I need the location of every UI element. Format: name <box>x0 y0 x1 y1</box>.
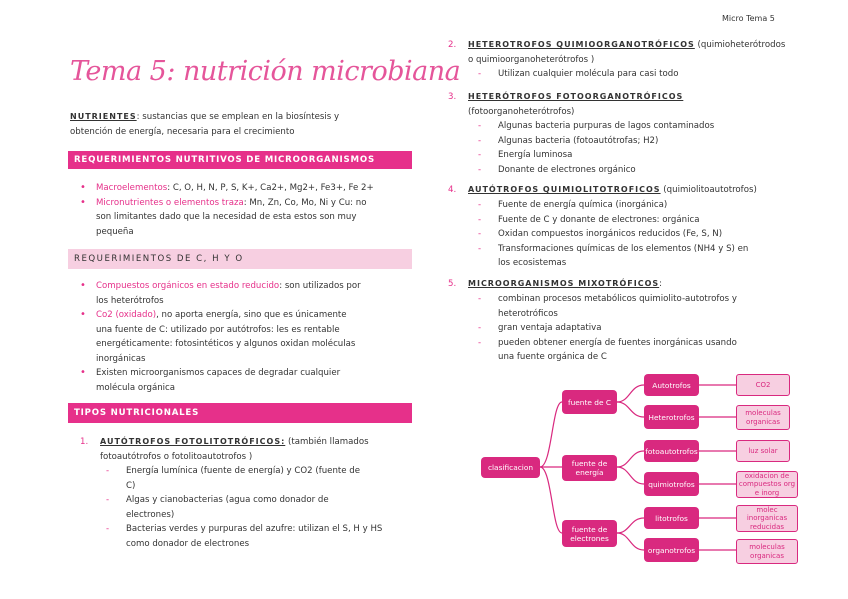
diagram-node-organotrofos: organotrofos <box>644 538 699 562</box>
diagram-leaf-oxidacion: oxidacion de compuestos org e inorg <box>736 471 798 498</box>
tipo-5-heading: 5. MICROORGANISMOS MIXOTRÓFICOS: <box>448 279 663 289</box>
list-item: - Transformaciones químicas de los elementos (NH4 y S) en los ecosistemas <box>466 242 786 271</box>
list-item: • Macroelementos: C, O, H, N, P, S, K+, Ca2+, Mg2+, Fe3+, Fe 2+ <box>70 181 415 196</box>
section-tipos-nutricionales: TIPOS NUTRICIONALES <box>68 403 412 423</box>
nutrientes-definition: NUTRIENTES: sustancias que se emplean en la biosíntesis y obtención de energía, necesaria para el crecimiento <box>70 112 340 137</box>
list-item: - Donante de electrones orgánico <box>466 163 786 178</box>
diagram-node-fuente-energia: fuente de energía <box>562 455 617 481</box>
diagram-leaf-co2: CO2 <box>736 374 790 396</box>
list-item: - gran ventaja adaptativa <box>466 321 786 336</box>
tipo-3-heading: 3. HETERÓTROFOS FOTOORGANOTRÓFICOS (fotoorganoheterótrofos) <box>448 92 684 117</box>
diagram-node-litotrofos: litotrofos <box>644 507 699 529</box>
section-requerimientos-nutritivos: REQUERIMIENTOS NUTRITIVOS DE MICROORGANISMOS <box>68 151 412 169</box>
diagram-node-autotrofos: Autotrofos <box>644 374 699 396</box>
list-item: - Fuente de energía química (inorgánica) <box>466 198 786 213</box>
list-item: - combinan procesos metabólicos quimiolito-autotrofos y heterotróficos <box>466 292 786 321</box>
tipo-1-heading: 1. AUTÓTROFOS FOTOLITOTRÓFICOS: (también llamados fotoautótrofos o fotolitoautotrofos ) <box>80 437 369 462</box>
diagram-node-heterotrofos: Heterotrofos <box>644 405 699 429</box>
page-title: Tema 5: nutrición microbiana <box>70 56 461 87</box>
tipo-2-heading: 2. HETEROTROFOS QUIMIOORGANOTRÓFICOS (quimioheterótrodos o quimioorganoheterótrofos ) <box>448 40 786 65</box>
nutrientes-term: NUTRIENTES <box>70 112 137 121</box>
section-requerimientos-chyo: REQUERIMIENTOS DE C, H Y O <box>68 249 412 269</box>
diagram-leaf-molec-inorganicas: molec inorganicas reducidas <box>736 505 798 532</box>
diagram-root-node: clasificacion <box>481 457 540 478</box>
diagram-node-fuente-electrones: fuente de electrones <box>562 520 617 547</box>
list-item: • Compuestos orgánicos en estado reducido: son utilizados por los heterótrofos <box>70 279 415 308</box>
list-item: - pueden obtener energía de fuentes inorgánicas usando una fuente orgánica de C <box>466 336 786 365</box>
diagram-node-quimiotrofos: quimiotrofos <box>644 472 699 496</box>
diagram-leaf-moleculas-organicas: moleculas organicas <box>736 405 790 430</box>
diagram-node-fuente-c: fuente de C <box>562 390 617 414</box>
list-item: - Algas y cianobacterias (agua como donador de electrones) <box>94 493 414 522</box>
list-item: - Energía luminosa <box>466 148 786 163</box>
list-item: - Fuente de C y donante de electrones: orgánica <box>466 213 786 228</box>
list-item: - Utilizan cualquier molécula para casi todo <box>466 67 786 82</box>
tipo-4-heading: 4. AUTÓTROFOS QUIMIOLITOTROFICOS (quimiolitoautotrofos) <box>448 185 757 195</box>
diagram-leaf-moleculas-organicas-2: moleculas organicas <box>736 539 798 564</box>
list-item: • Existen microorganismos capaces de degradar cualquier molécula orgánica <box>70 366 415 395</box>
list-item: • Micronutrientes o elementos traza: Mn, Zn, Co, Mo, Ni y Cu: no son limitantes dado que la necesidad de esta estos son muy pequeña <box>70 196 415 240</box>
diagram-node-fotoautotrofos: fotoautotrofos <box>644 440 699 462</box>
list-item: - Bacterias verdes y purpuras del azufre: utilizan el S, H y HS como donador de electrones <box>94 522 414 551</box>
diagram-leaf-luz-solar: luz solar <box>736 440 790 462</box>
list-item: - Oxidan compuestos inorgánicos reducidos (Fe, S, N) <box>466 227 786 242</box>
list-item: • Co2 (oxidado), no aporta energía, sino que es únicamente una fuente de C: utilizado por autótrofos: les es rentable energéticamente: fotosintéticos y algunos oxidan moléculas inorgánicas <box>70 308 415 366</box>
list-item: - Energía lumínica (fuente de energía) y CO2 (fuente de C) <box>94 464 414 493</box>
list-item: - Algunas bacteria purpuras de lagos contaminados <box>466 119 786 134</box>
page-header-label: Micro Tema 5 <box>722 14 775 23</box>
list-item: - Algunas bacteria (fotoautótrofas; H2) <box>466 134 786 149</box>
